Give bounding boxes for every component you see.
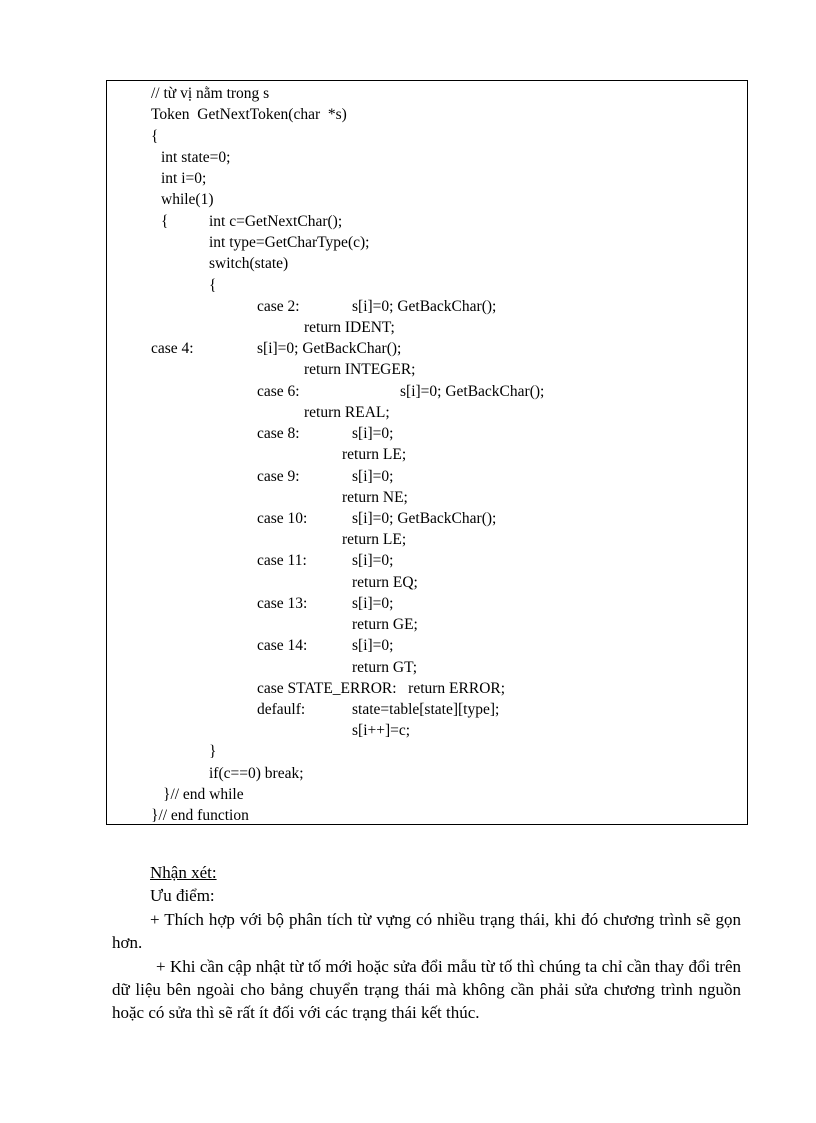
code-case9-stmt: s[i]=0; xyxy=(352,468,394,485)
code-case2-stmt: s[i]=0; GetBackChar(); xyxy=(352,298,497,315)
advantage-paragraph-1: + Thích hợp với bộ phân tích từ vựng có nhiều trạng thái, khi đó chương trình sẽ gọn hơn. xyxy=(112,910,741,952)
code-case13-label: case 13: xyxy=(257,595,308,612)
code-case6-label: case 6: xyxy=(257,383,300,400)
code-case9-label: case 9: xyxy=(257,468,300,485)
code-case8-return: return LE; xyxy=(342,446,407,463)
code-default-label: defaulf: xyxy=(257,701,306,718)
code-case14-label: case 14: xyxy=(257,637,308,654)
code-type-decl: int type=GetCharType(c); xyxy=(209,234,370,251)
code-case4-return: return INTEGER; xyxy=(304,361,416,378)
code-case8-stmt: s[i]=0; xyxy=(352,425,394,442)
code-case11-stmt: s[i]=0; xyxy=(352,552,394,569)
code-case4-stmt: s[i]=0; GetBackChar(); xyxy=(257,340,402,357)
code-state-decl: int state=0; xyxy=(161,149,231,166)
code-case4-label: case 4: xyxy=(151,340,194,357)
code-case8-label: case 8: xyxy=(257,425,300,442)
code-end-function: }// end function xyxy=(151,807,249,824)
code-case10-label: case 10: xyxy=(257,510,308,527)
code-switch-brace: { xyxy=(209,277,217,294)
code-case14-return: return GT; xyxy=(352,659,417,676)
code-case2-return: return IDENT; xyxy=(304,319,395,336)
code-case10-stmt: s[i]=0; GetBackChar(); xyxy=(352,510,497,527)
code-default-stmt2: s[i++]=c; xyxy=(352,722,411,739)
code-case9-return: return NE; xyxy=(342,489,408,506)
code-i-decl: int i=0; xyxy=(161,170,207,187)
code-case14-stmt: s[i]=0; xyxy=(352,637,394,654)
code-if-break: if(c==0) break; xyxy=(209,765,304,782)
code-case13-return: return GE; xyxy=(352,616,418,633)
code-while-brace: { xyxy=(161,213,169,230)
code-end-while: }// end while xyxy=(163,786,244,803)
code-default-stmt: state=table[state][type]; xyxy=(352,701,500,718)
code-switch: switch(state) xyxy=(209,255,289,272)
code-case6-return: return REAL; xyxy=(304,404,390,421)
code-signature: Token GetNextToken(char *s) xyxy=(151,106,347,123)
code-case11-label: case 11: xyxy=(257,552,307,569)
code-while: while(1) xyxy=(161,191,214,208)
code-switch-close: } xyxy=(209,743,217,760)
advantages-label: Ưu điểm: xyxy=(150,886,215,905)
code-case10-return: return LE; xyxy=(342,531,407,548)
code-case-error: case STATE_ERROR: return ERROR; xyxy=(257,680,506,697)
code-c-decl: int c=GetNextChar(); xyxy=(209,213,343,230)
code-open-brace: { xyxy=(151,128,159,145)
code-comment: // từ vị nằm trong s xyxy=(151,85,270,102)
code-case2-label: case 2: xyxy=(257,298,300,315)
advantage-paragraph-2: + Khi cần cập nhật từ tố mới hoặc sửa đổi mẫu từ tố thì chúng ta chỉ cần thay đổi trên dữ liệu bên ngoài cho bảng chuyển trạng thái mà không cần phải sửa chương trình nguồn hoặc có sửa thì sẽ rất ít đối với các trạng thái kết thúc. xyxy=(112,957,741,1022)
code-case11-return: return EQ; xyxy=(352,574,418,591)
notes-heading: Nhận xét: xyxy=(150,863,217,882)
code-case13-stmt: s[i]=0; xyxy=(352,595,394,612)
code-case6-stmt: s[i]=0; GetBackChar(); xyxy=(400,383,545,400)
